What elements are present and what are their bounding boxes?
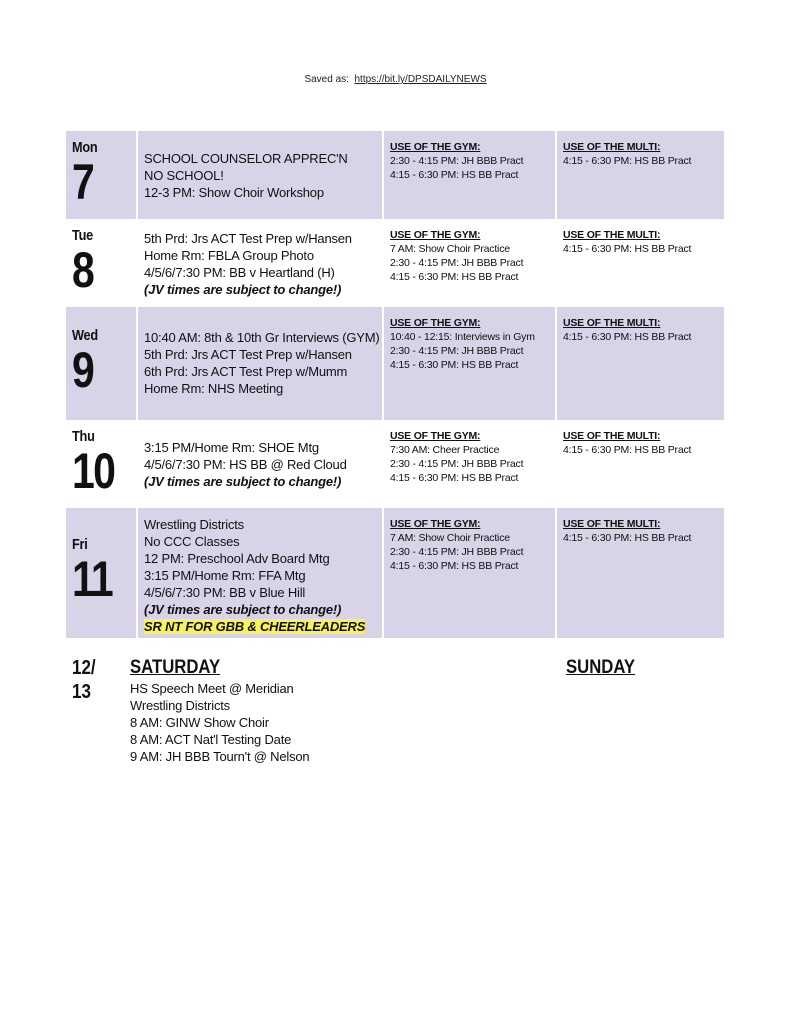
day-row [66,307,724,420]
multi-slot: 4:15 - 6:30 PM: HS BB Pract [563,243,692,255]
event-text: 4/5/6/7:30 PM: BB v Blue Hill [144,585,306,600]
event-line [144,618,382,635]
saturday-heading: SATURDAY [130,657,221,678]
jv-note: (JV times are subject to change!) [144,602,342,617]
day-number: 8 [72,242,94,298]
sunday-heading: SUNDAY [566,657,636,678]
event-line [144,601,382,618]
event-text: 4/5/6/7:30 PM: HS BB @ Red Cloud [144,457,347,472]
day-events [138,219,384,307]
gym-heading: USE OF THE GYM: [390,518,481,530]
day-number: 10 [72,443,115,499]
gym-slot: 2:30 - 4:15 PM: JH BBB Pract [390,458,524,470]
gym-slot: 4:15 - 6:30 PM: HS BB Pract [390,169,519,181]
saved-as-line [0,74,791,85]
gym-slot: 7 AM: Show Choir Practice [390,243,510,255]
gym-usage [384,131,557,219]
event-line [144,439,382,456]
event-line [144,567,382,584]
event-text: 12 PM: Preschool Adv Board Mtg [144,551,330,566]
gym-slot: 7 AM: Show Choir Practice [390,532,510,544]
multi-heading: USE OF THE MULTI: [563,518,661,530]
saturday-event: 8 AM: ACT Nat'l Testing Date [130,732,292,747]
weekly-schedule [66,131,724,638]
event-text: 5th Prd: Jrs ACT Test Prep w/Hansen [144,231,352,246]
weekend-date-line2: 13 [72,681,91,703]
event-line [144,230,382,247]
event-text: 12-3 PM: Show Choir Workshop [144,185,324,200]
multi-usage [557,307,724,420]
event-text: Home Rm: FBLA Group Photo [144,248,314,263]
day-events [138,307,384,420]
gym-heading: USE OF THE GYM: [390,229,481,241]
multi-slot: 4:15 - 6:30 PM: HS BB Pract [563,155,692,167]
event-line [144,533,382,550]
saturday-event: 9 AM: JH BBB Tourn't @ Nelson [130,749,310,764]
event-text: 10:40 AM: 8th & 10th Gr Interviews (GYM) [144,330,380,345]
multi-heading: USE OF THE MULTI: [563,141,661,153]
event-text: No CCC Classes [144,534,240,549]
event-text: 6th Prd: Jrs ACT Test Prep w/Mumm [144,364,348,379]
event-line [144,456,382,473]
saturday-event: 8 AM: GINW Show Choir [130,715,269,730]
day-name: Fri [72,536,88,553]
saved-as-link[interactable]: https://bit.ly/DPSDAILYNEWS [354,74,487,85]
gym-slot: 2:30 - 4:15 PM: JH BBB Pract [390,257,524,269]
gym-usage [384,307,557,420]
saturday-event: HS Speech Meet @ Meridian [130,681,294,696]
day-events [138,420,384,508]
multi-usage [557,219,724,307]
event-line [144,380,382,397]
gym-slot: 4:15 - 6:30 PM: HS BB Pract [390,472,519,484]
event-line [144,346,382,363]
event-line [144,184,382,201]
gym-slot: 4:15 - 6:30 PM: HS BB Pract [390,560,519,572]
event-text: 4/5/6/7:30 PM: BB v Heartland (H) [144,265,335,280]
gym-slot: 7:30 AM: Cheer Practice [390,444,500,456]
event-text: SCHOOL COUNSELOR APPREC'N [144,151,348,166]
saturday-event: Wrestling Districts [130,698,230,713]
gym-usage [384,219,557,307]
gym-heading: USE OF THE GYM: [390,430,481,442]
saturday-block [130,656,309,765]
day-name: Wed [72,327,98,344]
day-row [66,219,724,307]
gym-slot: 2:30 - 4:15 PM: JH BBB Pract [390,155,524,167]
day-events [138,508,384,638]
day-row [66,131,724,219]
multi-usage [557,131,724,219]
event-text: NO SCHOOL! [144,168,224,183]
sunday-block [566,656,645,680]
day-number: 11 [72,551,113,607]
gym-heading: USE OF THE GYM: [390,141,481,153]
day-label [66,420,138,508]
weekend-section [66,656,724,776]
multi-heading: USE OF THE MULTI: [563,430,661,442]
gym-slot: 4:15 - 6:30 PM: HS BB Pract [390,359,519,371]
day-row [66,420,724,508]
day-number: 7 [72,154,94,210]
event-text: Wrestling Districts [144,517,244,532]
highlighted-notice: SR NT FOR GBB & CHEERLEADERS [144,619,366,634]
gym-slot: 4:15 - 6:30 PM: HS BB Pract [390,271,519,283]
day-label [66,508,138,638]
event-line [144,150,382,167]
weekend-date [72,656,96,704]
gym-heading: USE OF THE GYM: [390,317,481,329]
day-label [66,307,138,420]
event-line [144,264,382,281]
event-text: Home Rm: NHS Meeting [144,381,284,396]
multi-usage [557,508,724,638]
day-label [66,131,138,219]
multi-slot: 4:15 - 6:30 PM: HS BB Pract [563,331,692,343]
saved-as-label: Saved as: [304,74,349,85]
multi-slot: 4:15 - 6:30 PM: HS BB Pract [563,444,692,456]
event-line [144,281,382,298]
event-line [144,516,382,533]
multi-usage [557,420,724,508]
day-name: Mon [72,139,98,156]
multi-heading: USE OF THE MULTI: [563,317,661,329]
event-line [144,329,382,346]
gym-usage [384,508,557,638]
day-events [138,131,384,219]
multi-slot: 4:15 - 6:30 PM: HS BB Pract [563,532,692,544]
weekend-date-line1: 12/ [72,657,96,679]
gym-slot: 10:40 - 12:15: Interviews in Gym [390,331,535,343]
event-text: 5th Prd: Jrs ACT Test Prep w/Hansen [144,347,352,362]
gym-usage [384,420,557,508]
gym-slot: 2:30 - 4:15 PM: JH BBB Pract [390,345,524,357]
event-line [144,473,382,490]
day-name: Thu [72,428,95,445]
day-label [66,219,138,307]
day-number: 9 [72,342,94,398]
event-line [144,550,382,567]
event-text: 3:15 PM/Home Rm: SHOE Mtg [144,440,319,455]
event-line [144,247,382,264]
day-row [66,508,724,638]
jv-note: (JV times are subject to change!) [144,282,342,297]
event-line [144,584,382,601]
event-line [144,167,382,184]
gym-slot: 2:30 - 4:15 PM: JH BBB Pract [390,546,524,558]
multi-heading: USE OF THE MULTI: [563,229,661,241]
event-line [144,363,382,380]
jv-note: (JV times are subject to change!) [144,474,342,489]
event-text: 3:15 PM/Home Rm: FFA Mtg [144,568,306,583]
day-name: Tue [72,227,93,244]
